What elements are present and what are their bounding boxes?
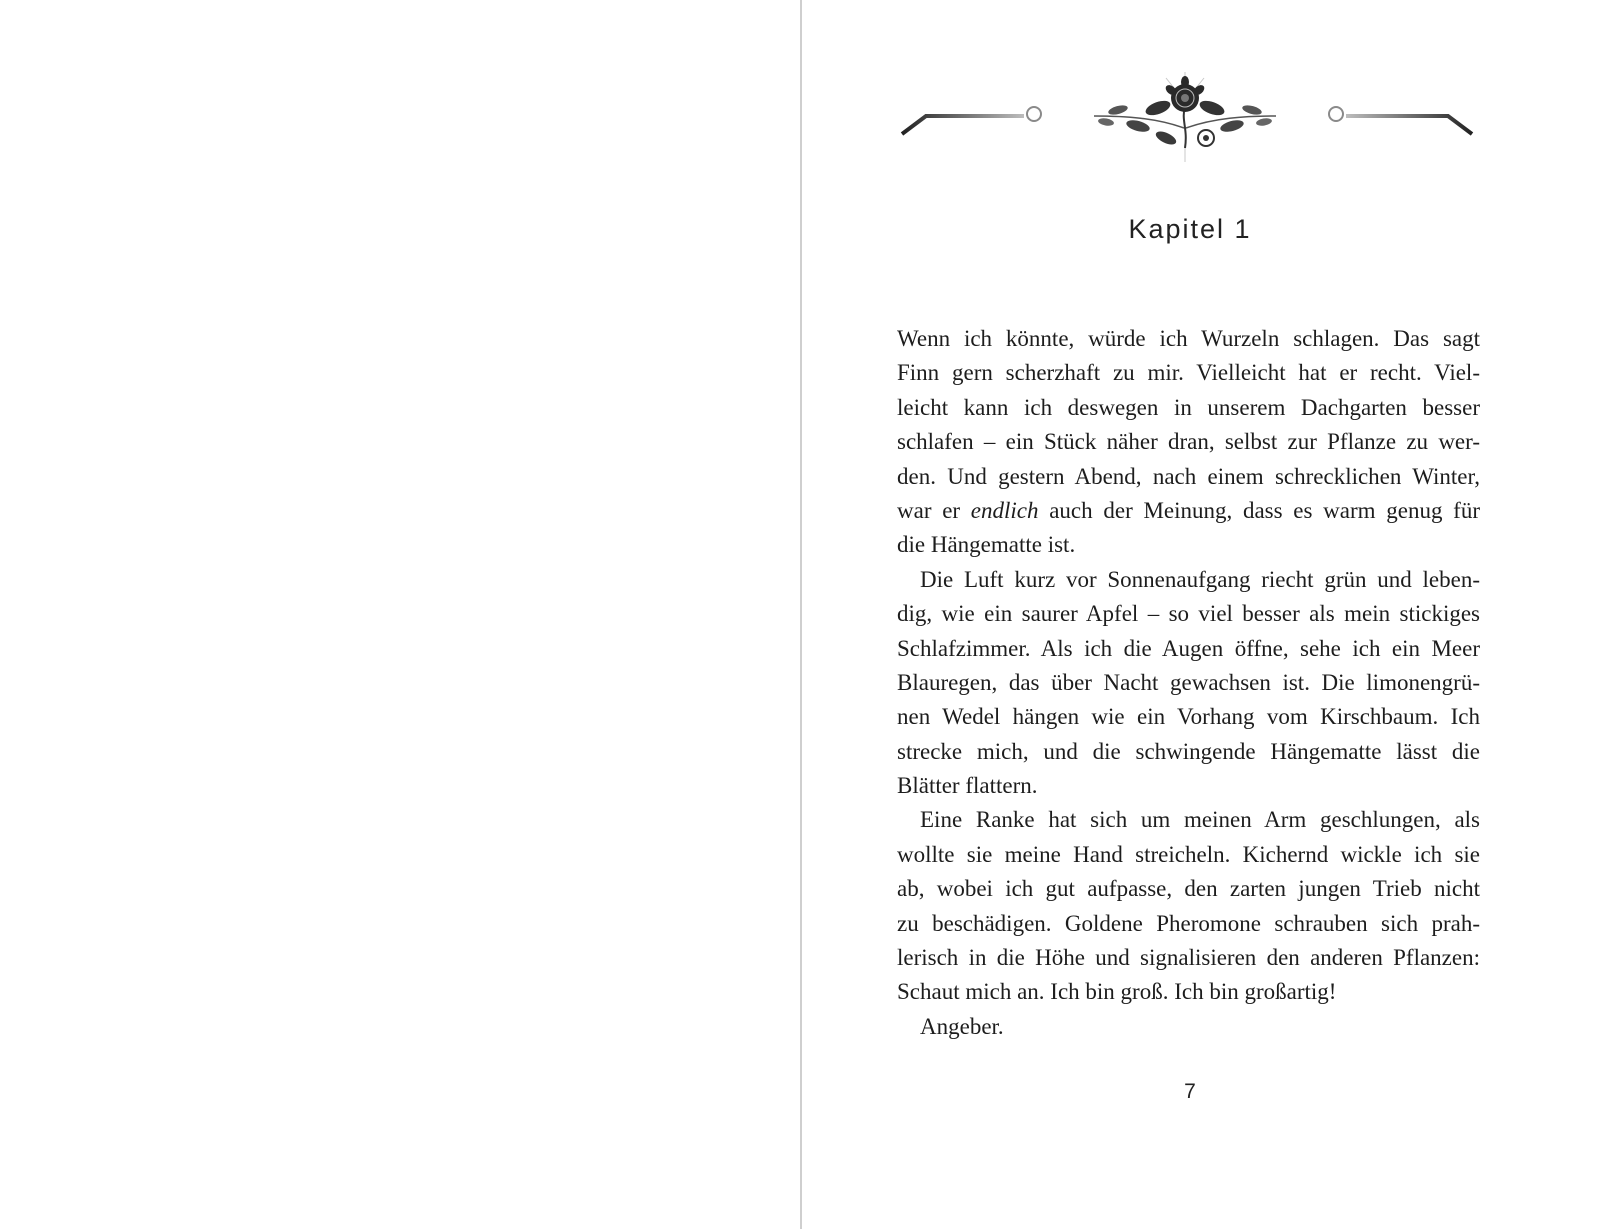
text-line: wollte sie meine Hand streicheln. Kichernd wickle ich sie xyxy=(897,841,1480,867)
chapter-title: Kapitel 1 xyxy=(1128,214,1252,244)
floral-ornament-icon xyxy=(1094,72,1276,162)
text-line: nen Wedel hängen wie ein Vorhang vom Kirschbaum. Ich xyxy=(897,704,1480,730)
text-line xyxy=(897,494,1480,528)
text-line: Blauregen, das über Nacht gewachsen ist. Die limonengrü- xyxy=(897,669,1480,695)
text-line: zu beschädigen. Goldene Pheromone schrauben sich prah- xyxy=(897,910,1480,936)
body-text xyxy=(897,322,1480,1044)
frame-right-corner xyxy=(1329,107,1472,266)
text-line: ab, wobei ich gut aufpasse, den zarten jungen Trieb nicht xyxy=(897,876,1480,902)
text-line: Schlafzimmer. Als ich die Augen öffne, sehe ich ein Meer xyxy=(897,635,1480,661)
text-line: lerisch in die Höhe und signalisieren den anderen Pflanzen: xyxy=(897,945,1480,971)
text-line: Blätter flattern. xyxy=(897,773,1038,799)
emphasis-text: endlich xyxy=(970,497,1039,523)
text-line: Finn gern scherzhaft zu mir. Vielleicht hat er recht. Viel- xyxy=(897,360,1480,386)
text-segment: war er xyxy=(897,497,971,523)
text-line: schlafen – ein Stück näher dran, selbst zur Pflanze zu wer- xyxy=(897,429,1480,455)
text-line: dig, wie ein saurer Apfel – so viel besser als mein stickiges xyxy=(897,601,1480,627)
text-line: Die Luft kurz vor Sonnenaufgang riecht grün und leben- xyxy=(920,566,1480,592)
text-line: Eine Ranke hat sich um meinen Arm geschlungen, als xyxy=(920,807,1480,833)
page-number: 7 xyxy=(1184,1080,1196,1103)
text-line: den. Und gestern Abend, nach einem schrecklichen Winter, xyxy=(897,463,1480,489)
text-line: Angeber. xyxy=(920,1013,1004,1039)
text-line: die Hängematte ist. xyxy=(897,532,1076,558)
text-line: leicht kann ich deswegen in unserem Dachgarten besser xyxy=(897,394,1480,420)
text-segment: auch der Meinung, dass es warm genug für xyxy=(1038,497,1480,523)
text-line: strecke mich, und die schwingende Hängematte lässt die xyxy=(897,738,1480,764)
text-line: Wenn ich könnte, würde ich Wurzeln schlagen. Das sagt xyxy=(897,326,1480,351)
text-line: Schaut mich an. Ich bin groß. Ich bin großartig! xyxy=(897,979,1337,1005)
frame-left-corner xyxy=(902,107,1041,266)
